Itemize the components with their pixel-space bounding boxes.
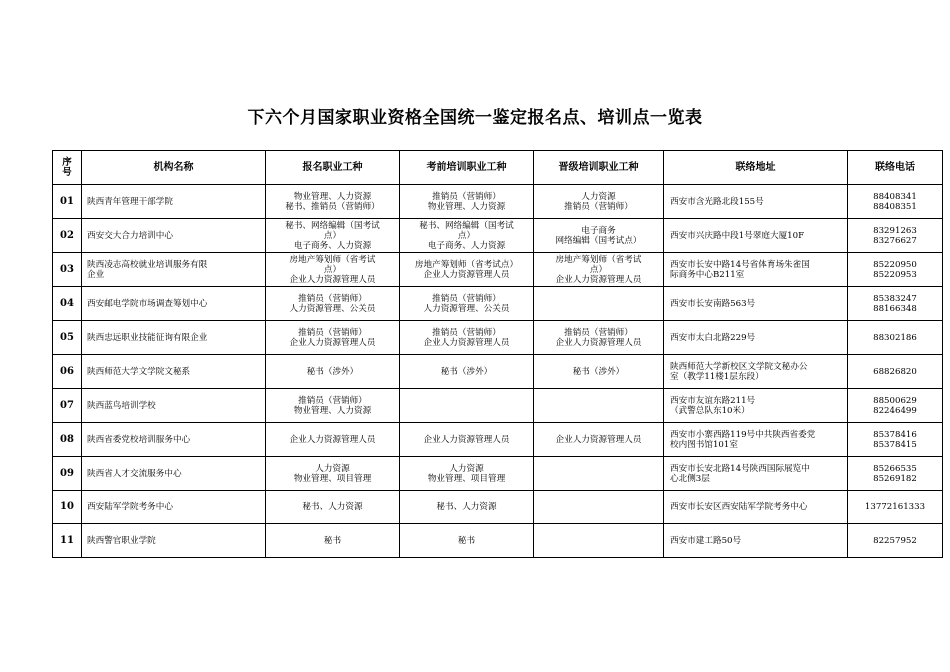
cell-address: 西安市长安区西安陆军学院考务中心 bbox=[664, 491, 848, 524]
cell-advanced-jobs: 推销员（营销师） 企业人力资源管理人员 bbox=[534, 321, 664, 355]
page-title: 下六个月国家职业资格全国统一鉴定报名点、培训点一览表 bbox=[247, 108, 703, 128]
cell-seq: 08 bbox=[53, 423, 82, 457]
cell-seq: 06 bbox=[53, 355, 82, 389]
col-header-org: 机构名称 bbox=[82, 151, 266, 185]
cell-org: 陕西警官职业学院 bbox=[82, 524, 266, 558]
table-row bbox=[53, 389, 943, 423]
cell-phone: 83291263 83276627 bbox=[848, 219, 943, 253]
cell-org: 陕西省委党校培训服务中心 bbox=[82, 423, 266, 457]
cell-reg-jobs: 推销员（营销师） 人力资源管理、公关员 bbox=[266, 287, 400, 321]
cell-reg-jobs: 秘书、人力资源 bbox=[266, 491, 400, 524]
cell-reg-jobs: 物业管理、人力资源 秘书、推销员（营销师） bbox=[266, 185, 400, 219]
table-header-row bbox=[53, 151, 943, 185]
cell-address: 西安市小寨西路119号中共陕西省委党 校内图书馆101室 bbox=[664, 423, 848, 457]
cell-reg-jobs: 人力资源 物业管理、项目管理 bbox=[266, 457, 400, 491]
cell-address: 陕西师范大学新校区文学院文秘办公 室（教学11楼1层东段） bbox=[664, 355, 848, 389]
table-row bbox=[53, 423, 943, 457]
cell-seq: 04 bbox=[53, 287, 82, 321]
cell-address: 西安市友谊东路211号 （武警总队东10米） bbox=[664, 389, 848, 423]
cell-advanced-jobs bbox=[534, 287, 664, 321]
cell-phone: 82257952 bbox=[848, 524, 943, 558]
table-body bbox=[53, 185, 943, 558]
col-header-adv: 晋级培训职业工种 bbox=[534, 151, 664, 185]
cell-advanced-jobs bbox=[534, 457, 664, 491]
cell-advanced-jobs: 房地产筹划师（省考试 点） 企业人力资源管理人员 bbox=[534, 253, 664, 287]
cell-phone: 13772161333 bbox=[848, 491, 943, 524]
cell-phone: 85266535 85269182 bbox=[848, 457, 943, 491]
cell-reg-jobs: 秘书（涉外） bbox=[266, 355, 400, 389]
table-row bbox=[53, 457, 943, 491]
cell-address: 西安市建工路50号 bbox=[664, 524, 848, 558]
table-row bbox=[53, 287, 943, 321]
cell-pretrain-jobs: 推销员（营销师） 企业人力资源管理人员 bbox=[400, 321, 534, 355]
cell-reg-jobs: 推销员（营销师） 物业管理、人力资源 bbox=[266, 389, 400, 423]
table-row bbox=[53, 321, 943, 355]
col-header-seq: 序 号 bbox=[53, 151, 82, 185]
cell-pretrain-jobs: 秘书（涉外） bbox=[400, 355, 534, 389]
cell-org: 陕西忠远职业技能征询有限企业 bbox=[82, 321, 266, 355]
cell-pretrain-jobs: 企业人力资源管理人员 bbox=[400, 423, 534, 457]
cell-reg-jobs: 秘书、网络编辑（国考试 点） 电子商务、人力资源 bbox=[266, 219, 400, 253]
cell-phone: 88302186 bbox=[848, 321, 943, 355]
cell-address: 西安市长安北路14号陕西国际展览中 心北侧3层 bbox=[664, 457, 848, 491]
col-header-pre: 考前培训职业工种 bbox=[400, 151, 534, 185]
cell-seq: 01 bbox=[53, 185, 82, 219]
table-row bbox=[53, 253, 943, 287]
cell-phone: 68826820 bbox=[848, 355, 943, 389]
table-row bbox=[53, 524, 943, 558]
cell-advanced-jobs: 人力资源 推销员（营销师） bbox=[534, 185, 664, 219]
cell-org: 陕西青年管理干部学院 bbox=[82, 185, 266, 219]
cell-org: 陕西师范大学文学院文秘系 bbox=[82, 355, 266, 389]
cell-reg-jobs: 房地产筹划师（省考试 点） 企业人力资源管理人员 bbox=[266, 253, 400, 287]
cell-address: 西安市长安南路563号 bbox=[664, 287, 848, 321]
cell-org: 陕西蓝鸟培训学校 bbox=[82, 389, 266, 423]
cell-seq: 10 bbox=[53, 491, 82, 524]
cell-seq: 05 bbox=[53, 321, 82, 355]
cell-pretrain-jobs: 房地产筹划师（省考试点） 企业人力资源管理人员 bbox=[400, 253, 534, 287]
cell-pretrain-jobs: 推销员（营销师） 物业管理、人力资源 bbox=[400, 185, 534, 219]
cell-org: 陕西凌志高校就业培训服务有限 企业 bbox=[82, 253, 266, 287]
cell-pretrain-jobs: 人力资源 物业管理、项目管理 bbox=[400, 457, 534, 491]
cell-phone: 85383247 88166348 bbox=[848, 287, 943, 321]
cell-address: 西安市兴庆路中段1号翠庭大厦10F bbox=[664, 219, 848, 253]
table-row bbox=[53, 185, 943, 219]
col-header-reg: 报名职业工种 bbox=[266, 151, 400, 185]
cell-seq: 09 bbox=[53, 457, 82, 491]
cell-phone: 88500629 82246499 bbox=[848, 389, 943, 423]
cell-advanced-jobs bbox=[534, 389, 664, 423]
cell-advanced-jobs: 电子商务 网络编辑（国考试点） bbox=[534, 219, 664, 253]
col-header-tel: 联络电话 bbox=[848, 151, 943, 185]
cell-pretrain-jobs bbox=[400, 389, 534, 423]
cell-phone: 85220950 85220953 bbox=[848, 253, 943, 287]
col-header-addr: 联络地址 bbox=[664, 151, 848, 185]
cell-seq: 02 bbox=[53, 219, 82, 253]
cell-org: 西安陆军学院考务中心 bbox=[82, 491, 266, 524]
cell-phone: 88408341 88408351 bbox=[848, 185, 943, 219]
cell-org: 西安邮电学院市场调查筹划中心 bbox=[82, 287, 266, 321]
cell-address: 西安市太白北路229号 bbox=[664, 321, 848, 355]
cell-address: 西安市含光路北段155号 bbox=[664, 185, 848, 219]
cell-advanced-jobs bbox=[534, 491, 664, 524]
cell-pretrain-jobs: 秘书 bbox=[400, 524, 534, 558]
cell-reg-jobs: 推销员（营销师） 企业人力资源管理人员 bbox=[266, 321, 400, 355]
cell-org: 西安交大合力培训中心 bbox=[82, 219, 266, 253]
cell-address: 西安市长安中路14号省体育场朱雀国 际商务中心B211室 bbox=[664, 253, 848, 287]
cell-org: 陕西省人才交流服务中心 bbox=[82, 457, 266, 491]
table-row bbox=[53, 491, 943, 524]
cell-phone: 85378416 85378415 bbox=[848, 423, 943, 457]
table-row bbox=[53, 355, 943, 389]
cell-advanced-jobs: 企业人力资源管理人员 bbox=[534, 423, 664, 457]
cell-reg-jobs: 企业人力资源管理人员 bbox=[266, 423, 400, 457]
cell-pretrain-jobs: 秘书、网络编辑（国考试 点） 电子商务、人力资源 bbox=[400, 219, 534, 253]
cell-seq: 03 bbox=[53, 253, 82, 287]
cell-advanced-jobs bbox=[534, 524, 664, 558]
cell-advanced-jobs: 秘书（涉外） bbox=[534, 355, 664, 389]
table-row bbox=[53, 219, 943, 253]
cell-reg-jobs: 秘书 bbox=[266, 524, 400, 558]
registration-table bbox=[52, 150, 943, 558]
cell-pretrain-jobs: 推销员（营销师） 人力资源管理、公关员 bbox=[400, 287, 534, 321]
cell-seq: 07 bbox=[53, 389, 82, 423]
cell-pretrain-jobs: 秘书、人力资源 bbox=[400, 491, 534, 524]
cell-seq: 11 bbox=[53, 524, 82, 558]
